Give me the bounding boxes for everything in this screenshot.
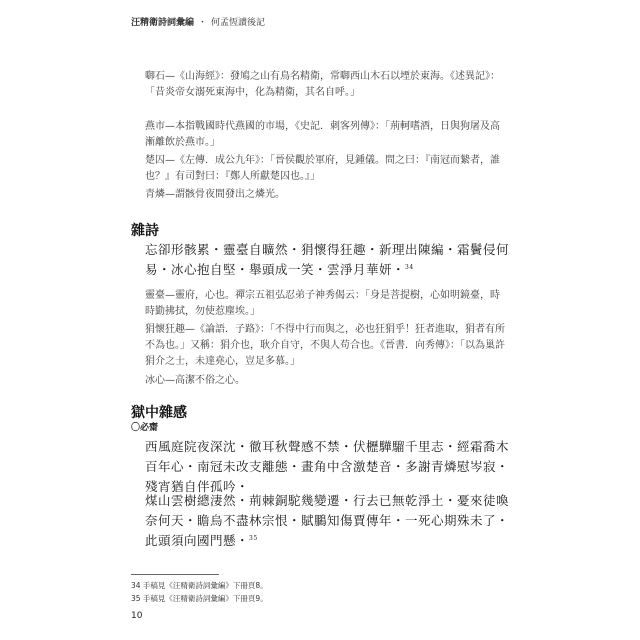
book-title: 汪精衛詩詞彙編 bbox=[131, 18, 195, 28]
poem-yuzhong-1: 西風庭院夜深沈・徹耳秋聲感不禁・伏櫪驊騮千里志・經霜喬木百年心・南冠未改支離態・畫角中含激楚音・多謝青燐慰岑寂・殘宵猶自伴孤吟・ bbox=[145, 439, 510, 494]
book-subtitle: 何孟恆讀後記 bbox=[211, 18, 266, 28]
poem-zashi-text: 忘卻形骸累・靈臺自曠然・狷懷得狂趣・新理出陳編・霜鬢侵何易・冰心抱自堅・舉頭成一笑・雲淨月華妍・ bbox=[145, 242, 510, 277]
footnote-ref-34: 34 bbox=[405, 263, 414, 271]
running-header bbox=[131, 15, 265, 28]
footnote-ref-35: 35 bbox=[249, 534, 258, 542]
author-byline: 〇必齋 bbox=[131, 423, 159, 433]
poem-yuzhong-2 bbox=[145, 491, 510, 551]
poem-yuzhong-2-text: 煤山雲樹總淒然・荊棘銅駝幾變遷・行去已無乾淨土・憂來徒喚奈何天・瞻烏不盡林宗恨・賦鵩知傷賈傳年・一死心期殊未了・此頭須向國門懸・ bbox=[145, 493, 510, 548]
footnote-34: 34 手稿見《汪精衛詩詞彙編》下冊頁8。 bbox=[131, 581, 268, 590]
annotation-yanshi: 燕市—本指戰國時代燕國的市場，《史記．刺客列傳》：「荊軻嗜酒，日與狗屠及高漸離飲於燕市。」 bbox=[145, 121, 500, 148]
annotation-xianshi: 啣石—《山海經》：發鳩之山有鳥名精衛，常啣西山木石以堙於東海。《述異記》：「昔炎帝女溺死東海中，化為精衛，其名自呼。」 bbox=[145, 71, 500, 98]
header-separator: ・ bbox=[198, 18, 208, 28]
annotation-bingxin: 冰心—高潔不俗之心。 bbox=[145, 375, 245, 386]
annotation-juanhuai: 狷懷狂趣—《論語．子路》：「不得中行而與之，必也狂狷乎！狂者進取，狷者有所不為也。」又稱：狷介也，耿介自守，不與人苟合也。《晉書．向秀傳》：「以為巢許狷介之士，未達堯心，豈足多慕。」 bbox=[145, 324, 505, 367]
section-title-yuzhong: 獄中雜感 bbox=[131, 405, 187, 421]
poem-zashi bbox=[145, 240, 510, 280]
section-title-zashi: 雜詩 bbox=[131, 223, 159, 239]
page-number: 10 bbox=[131, 611, 143, 621]
annotation-lingtai: 靈臺—靈府，心也。禪宗五祖弘忍弟子神秀偈云：「身是菩提樹，心如明鏡臺，時時勤拂拭，勿使惹塵埃。」 bbox=[145, 290, 500, 317]
annotation-chuqiu: 楚囚—《左傳．成公九年》：「晉侯觀於軍府，見鍾儀。問之曰：『南冠而縶者，誰也？』有司對曰：『鄭人所獻楚囚也。』」 bbox=[145, 155, 500, 182]
annotation-qinglin: 青燐—謂骸骨夜間發出之燐光。 bbox=[145, 189, 285, 200]
footnote-divider bbox=[131, 574, 219, 575]
footnote-35: 35 手稿見《汪精衛詩詞彙編》下冊頁9。 bbox=[131, 594, 268, 603]
